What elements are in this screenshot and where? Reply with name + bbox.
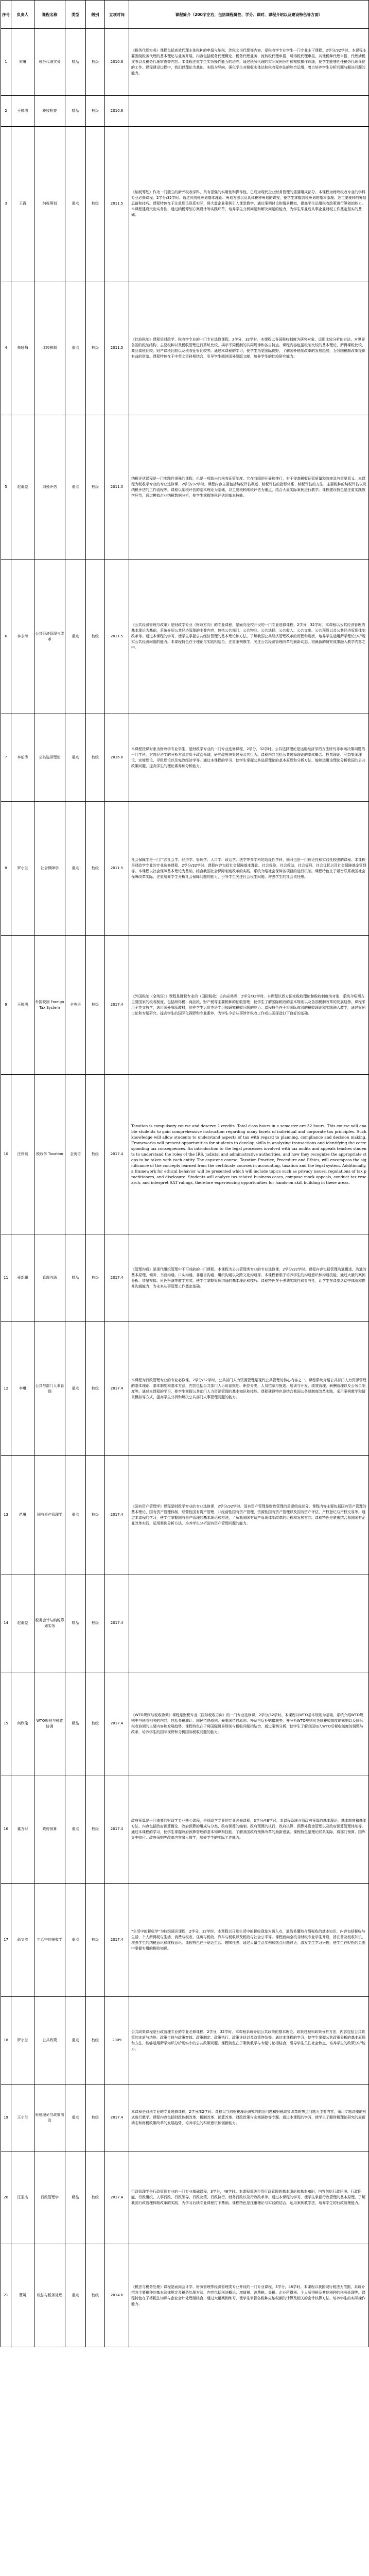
table-row — [1, 560, 369, 714]
row-course: 税务会计与纳税筹划实务 — [34, 1574, 65, 1672]
row-type: 精品 — [65, 29, 86, 96]
row-seq: 9 — [1, 936, 11, 1075]
row-lead: 汪亚杰 — [11, 2151, 34, 2244]
table-row — [1, 1574, 369, 1672]
row-course: 税法与税务处理 — [34, 2244, 65, 2347]
table-row — [1, 1884, 369, 1997]
table-row — [1, 1997, 369, 2084]
row-desc: “生活中的税收学”为校级通识课程，2学分，32学时。本课程以日常生活中的税收现象为切入点，通俗易懂地介绍税收的基本知识，内容包括税收与生活、个人所得税与生活、消费与税收、住房与税收、汽车与税收以及税收与社会公平等。课程面向全校非财税专业学生开设，旨在普及税收知识，增强学生的纳税意识和维权意识。课程特色在于贴近生活、趣味性强，通过大量生活实例和热点问题讨论，激发学生学习兴趣，使学生在轻松的氛围中掌握实用的税收知识。 — [129, 1884, 369, 1997]
row-level: 校级 — [86, 29, 105, 96]
row-level: 校级 — [86, 281, 105, 415]
row-seq: 6 — [1, 560, 11, 714]
table-row — [1, 1672, 369, 1775]
row-year: 2017.4 — [105, 1456, 129, 1574]
row-level: 校级 — [86, 415, 105, 560]
row-lead: 李永海 — [11, 560, 34, 714]
row-lead: 范琳 — [11, 1456, 34, 1574]
row-year: 2011.5 — [105, 415, 129, 560]
row-desc: 行政管理学是行政管理专业的一门专业基础课程，3学分，48学时。本课程系统介绍行政管理的基本理论和基本知识，内容包括行政环境、行政职能、行政组织、人事行政、行政领导、行政决策、行政执行、财务行政以及行政改革等。通过本课程的学习，使学生掌握行政管理的基本原理，了解我国行政管理体制改革的实践，为学习后续专业课程打下基础。课程特色是注重理论与实践的结合，运用案例教学法，培养学生的行政管理能力。 — [129, 2151, 369, 2244]
row-level: 校级 — [86, 802, 105, 936]
header-level: 级别 — [86, 1, 105, 29]
row-seq: 8 — [1, 802, 11, 936]
row-desc: 《公共经济管理与改革》是财政学专业（财政方向）的专业课程，是面向全校开设的一门专业选修课程，2学分，32学时。本课程以公共经济管理的基本理论为基础，系统介绍公共经济管理的主要内容，包括公共部门、公共物品、公共选择、公共收入、公共支出、公共预算以及公共经济管理体制改革等。通过本课程的学习，使学生掌握公共经济管理的基本理论和方法，了解我国公共经济管理改革的历程和现状，培养学生运用所学理论分析现实公共经济问题的能力。本课程特色在于理论与实践相结合，注重案例教学，关注公共经济管理改革的最新动态，将最新的研究成果融入教学内容之中。 — [129, 560, 369, 714]
row-type: 重点 — [65, 1997, 86, 2084]
row-type: 重点 — [65, 1884, 86, 1997]
row-year: 2017.4 — [105, 1075, 129, 1234]
row-seq: 2 — [1, 96, 11, 127]
row-level: 校级 — [86, 1775, 105, 1884]
row-year: 2011.5 — [105, 127, 129, 281]
row-lead: 王锐明 — [11, 936, 34, 1075]
row-seq: 1 — [1, 29, 11, 96]
row-seq: 17 — [1, 1884, 11, 1997]
table-row — [1, 1322, 369, 1456]
row-seq: 15 — [1, 1672, 11, 1775]
row-lead: 王锐明 — [11, 96, 34, 127]
row-course: WTO规则与税收协调 — [34, 1672, 65, 1775]
row-desc: 公共政策课程是行政管理专业的专业必修课程，2学分，32学时。本课程系统介绍公共政策的基本理论、政策过程和政策分析方法，内容包括公共政策的本质与功能、政策主体与政策客体、政策制定、政策执行、政策评估以及政策终结等。通过本课程的学习，使学生掌握公共政策分析的基本原理和方法，能够运用所学知识分析现实中的公共政策问题。课程特色在于案例教学与专题讨论相结合，引导学生关注社会热点，培养学生的政策分析能力。 — [129, 1997, 369, 2084]
row-year: 2017.4 — [105, 1234, 129, 1322]
row-type: 重点 — [65, 415, 86, 560]
table-row — [1, 714, 369, 802]
row-desc: 《国有资产管理学》课程是财政学专业的专业选修课，2学分/32学时。国有资产管理是财政管理的重要组成部分。课程内容主要包括国有资产管理的基本理论、国有资产管理体制、经营性国有资产管理、非经营性国有资产管理、资源性国有资产管理以及国有资产评估、产权登记与产权交易等。通过本课程的学习，使学生掌握国有资产管理的基本理论和方法，了解我国国有资产管理体制改革的历程和发展方向。课程特色是紧密结合我国国有企业改革实践，运用案例分析方法，培养学生分析国有资产管理问题的能力。 — [129, 1456, 369, 1574]
row-course: 税收学 Taxation — [34, 1075, 65, 1234]
row-year: 2017.4 — [105, 2084, 129, 2151]
row-seq: 20 — [1, 2151, 11, 2244]
row-level: 校级 — [86, 2244, 105, 2347]
row-lead: 何欣瑜 — [11, 1672, 34, 1775]
row-lead: 宋琳 — [11, 29, 34, 96]
row-seq: 21 — [1, 2244, 11, 2347]
row-seq: 5 — [1, 415, 11, 560]
row-type: 重点 — [65, 714, 86, 802]
row-type: 精品 — [65, 2151, 86, 2244]
row-type: 重点 — [65, 2084, 86, 2151]
row-lead: 汪利锬 — [11, 1075, 34, 1234]
row-level: 校级 — [86, 1322, 105, 1456]
row-seq: 7 — [1, 714, 11, 802]
row-type: 精品 — [65, 96, 86, 127]
table-row — [1, 1234, 369, 1322]
row-level: 校级 — [86, 714, 105, 802]
row-seq: 19 — [1, 2084, 11, 2151]
table-row — [1, 29, 369, 96]
table-row — [1, 1456, 369, 1574]
row-course: 公共政策 — [34, 1997, 65, 2084]
row-desc: 本课程授课对象为财政学专业学生，是财政学专业的一门专业选修课程，2学分，32学时。公共选择理论是运用经济学的方法研究非市场决策问题的一门学科，它将经济学的分析方法应用于政治领域，研究政府决策过程及其行为。课程内容包括公共选择理论的基本概念、投票理论、利益集团理论、官僚理论、寻租理论以及宪政经济学等。通过本课程的学习，使学生掌握公共选择理论的基本原理和分析方法，能够运用该理论分析我国的公共政策问题，提高学生的理论素养和分析能力。 — [129, 714, 369, 802]
row-lead: 罗小兰 — [11, 802, 34, 936]
row-type: 精品 — [65, 1574, 86, 1672]
table-row — [1, 936, 369, 1075]
row-year: 2017.4 — [105, 2151, 129, 2244]
row-course: 社会保障学 — [34, 802, 65, 936]
header-row — [1, 1, 369, 29]
row-course: 外国税制 Foreign Tax System — [34, 936, 65, 1075]
row-level: 校级 — [86, 1574, 105, 1672]
row-level: 校级 — [86, 2084, 105, 2151]
course-table — [1, 0, 369, 2347]
row-lead: 罗小兰 — [11, 1997, 34, 2084]
row-lead: 赵海益 — [11, 415, 34, 560]
row-lead: 朱娅梅 — [11, 281, 34, 415]
row-lead: 董万财 — [11, 1775, 34, 1884]
row-seq: 4 — [1, 281, 11, 415]
row-seq: 3 — [1, 127, 11, 281]
row-year: 2014.6 — [105, 2244, 129, 2347]
row-desc: 《WTO规则与税收协调》课程是财税专业（国际税收方向）的一门专业选修课，2学分/32学时。本课程以WTO基本规则为基础，系统介绍WTO规则中与税收相关的内容，包括关税减让、国民待遇原则、最惠国待遇原则、补贴与反补贴措施等，并分析WTO规则对各国税收制度的影响以及国际税收协调的主要内容和发展趋势。课程特色在于将国际贸易规则与税收问题相结合，通过案例分析，使学生了解我国加入WTO后税收制度的调整与改革，培养学生的国际视野和分析国际税收问题的能力。 — [129, 1672, 369, 1775]
row-level: 校级 — [86, 1997, 105, 2084]
row-type: 重点 — [65, 2244, 86, 2347]
row-course: 税务代理实务 — [34, 29, 65, 96]
row-year: 2017.4 — [105, 1672, 129, 1775]
row-type: 重点 — [65, 802, 86, 936]
row-desc: 《税务代理实务》课程包括高效代理主体税种的申报与纳税、涉税文书代理等内容，是税收学专业学生一门专业主干课程。2学分/32学时。本课程主要围绕税务代理的基本理论与业务开展，内容包括税务代理概论、税务代理业务、流转税代理申报、所得税代理申报、其他税种代理申报、代理涉税文书以及税务代理审查等内容。本课程注重学生实务操作能力的培养，通过税务代理的实际案例分析和模拟操作训练，使学生能够胜任税务代理岗位的工作。课程建设过程中，我们以理论为基础、实践为导向，强化学生对税收实体法和税收程序法的综合运用，着力培养学生分析问题与解决问题的能力。 — [129, 29, 369, 96]
row-course: 纳税筹划 — [34, 127, 65, 281]
table-row — [1, 415, 369, 560]
row-level: 校级 — [86, 1672, 105, 1775]
row-year: 2011.5 — [105, 281, 129, 415]
row-level: 校级 — [86, 2151, 105, 2244]
row-year: 2011.5 — [105, 560, 129, 714]
row-desc: 《比较税制》课程是财政学、税收学专业的一门专业选修课程，2学分，32学时。本课程以各国税收制度为研究对象，运用比较分析的方法，对世界各国的税制结构、主要税种以及税收管理进行系统比较，揭示不同税制的共同规律和各自特点。课程内容包括税制比较的基本理论、所得课税比较、商品课税比较、财产课税比较以及税收征管比较等。通过本课程的学习，使学生拓宽国际视野，了解国外税制改革的发展趋势，为我国税制改革提供有益的借鉴。课程特色在于中英文资料相结合，引导学生阅读国外原版文献，培养学生的比较研究能力。 — [129, 281, 369, 415]
row-course: 管理沟通 — [34, 1234, 65, 1322]
row-course: 国有资产管理学 — [34, 1456, 65, 1574]
row-seq: 10 — [1, 1075, 11, 1234]
table-row — [1, 96, 369, 127]
row-course: 公共选择理论 — [34, 714, 65, 802]
row-seq: 11 — [1, 1234, 11, 1322]
row-type: 重点 — [65, 281, 86, 415]
row-type: 重点 — [65, 560, 86, 714]
row-seq: 18 — [1, 1997, 11, 2084]
row-level: 校级 — [86, 1456, 105, 1574]
row-desc — [129, 96, 369, 127]
row-type: 全英语 — [65, 936, 86, 1075]
row-lead: 曹媛 — [11, 2244, 34, 2347]
row-desc: 《外国税制（全英语）》课程是财税专业的（国际税收）方向必修课，2学分/32学时。本课程以西方国家税收理论和税收制度为对象，系统介绍西方主要国家的税收制度，包括所得税、商品税、财产税等主要税种的征收管理，使学生了解国际税收的基本规则以及各国税制改革的发展趋势。课程采用全英文教学，选用国外原版教材，培养学生运用英语学习和研究税收问题的能力。课程特色在于将国际前沿的税收理论和实践融入教学，通过案例讨论和专题研究，提高学生的国际化视野和专业素养，为学生今后从事涉外税收工作或出国深造打下良好的基础。 — [129, 936, 369, 1075]
row-type: 重点 — [65, 1322, 86, 1456]
header-course: 课程名称 — [34, 1, 65, 29]
row-year: 2009 — [105, 1997, 129, 2084]
row-course: 纳税评估 — [34, 415, 65, 560]
row-course: 生活中的税收学 — [34, 1884, 65, 1997]
table-row — [1, 1775, 369, 1884]
row-seq: 14 — [1, 1574, 11, 1672]
row-course: 税收检查 — [34, 96, 65, 127]
row-level: 校级 — [86, 1075, 105, 1234]
row-lead: 李琳 — [11, 1322, 34, 1456]
row-desc: Taxation is compulsory course and deserve 2 credits. Total class hours in a semester are 32 hours. This course will enable students to gain comprehensive instruction regarding many facets of individual and corporate tax principles. Such knowledge will allow students to understand aspects of tax with regard to planning, compliance and decision making. Frameworks will present opportunities for students to develop skills in analyzing transactions and identifying the corresponding tax consequences. An introduction to the legal processes involved with tax audits and appeals teaches students to understand the roles of the IRS, judicial and administrative authorities, and how they recognize the appropriate steps to be taken with each entity. The capstone course, Taxation Practice, Procedure and Ethics, will encompass the significance of the concepts learned from the certificate courses in accounting, taxation and the legal system. Additionally, a framework for ethical behavior will be presented which will include topics such as privacy issues, regulations of tax practitioners, and disclosure. Students will analyze tax-related business cases, compose mock appeals, conduct tax research, and interpret SAT rulings, therefore experiencing opportunities for hands-on skill building in these areas. — [129, 1075, 369, 1234]
row-type: 精品 — [65, 1672, 86, 1775]
row-lead: 王小兰 — [11, 2084, 34, 2151]
row-desc: 《管理沟通》是现代组织管理中不可或缺的一门课程。本课程为公共管理类专业的专业选修课，2学分/32学时。课程内容包括管理沟通概述、沟通的基本原理、倾听、书面沟通、口头沟通、非语言沟通、组织沟通以及跨文化沟通等。本课程着眼于培养学生的沟通意识和沟通技能，通过大量的案例分析、情景模拟、角色扮演等教学方式，使学生掌握管理沟通的基本理论和技巧。课程特色在于强调实践性和参与性，让学生在课堂活动中体验和提升沟通能力，为未来从事管理工作奠定基础。 — [129, 1234, 369, 1322]
row-year: 2017.4 — [105, 1322, 129, 1456]
row-type: 精品 — [65, 1234, 86, 1322]
row-year: 2010.6 — [105, 29, 129, 96]
row-course: 公共与部门人事管理 — [34, 1322, 65, 1456]
row-type: 重点 — [65, 127, 86, 281]
header-desc: 课程简介（200字左右，包括课程属性、学分、课时、课程介绍以及建设特色等方面） — [129, 1, 369, 29]
row-type: 全英语 — [65, 1075, 86, 1234]
row-year: 2017.4 — [105, 936, 129, 1075]
row-lead: 王霞 — [11, 127, 34, 281]
row-desc: 社会保障学是一门广涉社会学、经济学、管理学、人口学、政治学、法学等多学科的边缘性学科，同时也是一门理论性和实践性较强的课程。本课程是财政学专业的专业选修课程，2学分/32学时。课程内容包括社会保障基本理论、社会保险、社会救助、社会福利、社会优抚以及社会保障基金管理等。本课程以社会保障基本理论为基础，结合我国社会保障制度改革的实践，系统介绍社会保障各项目的运行机制。课程特色在于紧密联系我国社会保障改革实际，注重培养学生分析社会保障问题的能力，引导学生关注社会民生问题，增强学生的社会责任感。 — [129, 802, 369, 936]
row-course: 政府预算 — [34, 1775, 65, 1884]
header-seq: 序号 — [1, 1, 11, 29]
row-desc: 《纳税筹划》作为一门独立的新兴税收学科，具有很强的实用性和操作性，已成为现代企业财务管理的重要组成部分。本课程为财政税收专业的学科专业必修课程，2学分/32学时。通过对纳税筹划基本理论、筹划方法以及具体税种筹划的讲授，使学生掌握纳税筹划的基本原理、各主要税种的筹划思路和技巧。课程特色在于注重理论联系实际，将大量企业案例引入课堂教学，通过案例讨论和情景模拟，提高学生运用税收政策进行筹划的能力。本课程建设突出实务性，通过纳税筹划方案设计等实践环节，培养学生分析问题和解决问题的能力，为学生毕业后从事企业财税工作奠定坚实的基础。 — [129, 127, 369, 281]
row-seq: 13 — [1, 1456, 11, 1574]
row-year: 2011.5 — [105, 802, 129, 936]
row-year: 2010.6 — [105, 96, 129, 127]
row-course: 行政管理学 — [34, 2151, 65, 2244]
row-year: 2017.4 — [105, 1884, 129, 1997]
row-desc: 政府预算是一门重要的财政学专业核心课程，是财政学专业的专业必修课程，3学分/48学时。本课程系统介绍政府预算的基本理论、基本制度和基本方法，内容包括政府预算概论、政府预算的组成与分类、政府预算的编制、政府预算的执行、政府决算、预算外资金管理以及政府预算管理体制等。通过本课程的学习，使学生掌握政府预算管理的基本知识和技能，了解我国政府预算改革的最新进展。课程特色是理论联系实际，将部门预算、国库集中收付、政府采购等改革内容融入教学，培养学生的实际工作能力。 — [129, 1775, 369, 1884]
table-row — [1, 2244, 369, 2347]
row-year: 2017.4 — [105, 1775, 129, 1884]
row-lead: 李伯涛 — [11, 714, 34, 802]
row-course: 比较税制 — [34, 281, 65, 415]
header-year: 立项时间 — [105, 1, 129, 29]
row-lead: 赵海益 — [11, 1574, 34, 1672]
row-lead: 俞文杰 — [11, 1884, 34, 1997]
table-row — [1, 2084, 369, 2151]
row-level: 校级 — [86, 560, 105, 714]
row-desc: 本课程是财税专业的专业选修课程，2学分/32学时。课程以当前财税理论研究的前沿问题和财税政策改革的热点问题为主要内容，采用专题讲座的形式进行教学。课程内容包括财政体制改革、税制改革、预算改革、财政政策与宏观调控等专题。通过本课程的学习，使学生了解财税理论研究的最新动态和财税政策改革的发展趋势，培养学生的科研意识和创新能力。 — [129, 2084, 369, 2151]
row-year: 2017.4 — [105, 1574, 129, 1672]
table-row — [1, 127, 369, 281]
row-lead: 张新骥 — [11, 1234, 34, 1322]
row-type: 重点 — [65, 1775, 86, 1884]
table-row — [1, 2151, 369, 2244]
row-level: 校级 — [86, 1884, 105, 1997]
row-seq: 16 — [1, 1775, 11, 1884]
row-desc — [129, 1574, 369, 1672]
row-level: 校级 — [86, 1234, 105, 1322]
row-desc: 本课程为行政管理专业的专业必修课，2学分/32学时。公共部门人力资源管理是现代公共管理的核心内容之一。课程系统介绍公共部门人力资源管理的基本理论、基本制度和基本方法，内容包括公共部门人力资源规划、职位分类、人员招募与甄选、培训与开发、绩效管理、薪酬管理以及公务员制度等。通过本课程的学习，使学生掌握公共部门人力资源管理的基本知识和技能。课程建设特色是结合我国公务员制度改革实践，采用案例教学和情景模拟等方式，提高学生分析和解决公共部门人事管理问题的能力。 — [129, 1322, 369, 1456]
header-lead: 负责人 — [11, 1, 34, 29]
table-row — [1, 281, 369, 415]
table-row — [1, 1075, 369, 1234]
row-desc: 纳税评估课程是一门实践性很强的课程，也是一项新兴的税收征管制度。它在我国的开展和推行，对于提高税收征管质量和效率具有重要意义。本课程为税收学专业的专业选修课，2学分/32学时。课程内容主要包括纳税评估概述、纳税评估的指标体系、纳税评估的方法、主要税种的纳税评估以及纳税评估的工作流程等。课程以纳税评估的基本理论为基础，以主要税种纳税评估为重点，结合大量实际案例进行教学。课程建设特色是注重实践教学环节，通过模拟企业纳税数据分析，使学生掌握纳税评估的基本技能。 — [129, 415, 369, 560]
row-year: 2016.6 — [105, 714, 129, 802]
header-type: 类型 — [65, 1, 86, 29]
row-course: 财税理论与政策前沿 — [34, 2084, 65, 2151]
row-level: 校级 — [86, 127, 105, 281]
row-course: 公共经济管理与改革 — [34, 560, 65, 714]
row-type: 重点 — [65, 1456, 86, 1574]
table-row — [1, 802, 369, 936]
row-level: 校级 — [86, 936, 105, 1075]
row-seq: 12 — [1, 1322, 11, 1456]
row-desc: 《税法与税务处理》课程是面向会计学、财务管理等经济管理类专业开设的一门专业课程，3学分，48学时。本课程以我国现行税法为依据，系统介绍各主要税种的基本法律规定及税务处理方法，内容包括税法概论、增值税、消费税、关税、企业所得税、个人所得税及其他税种的税务处理等。课程特色在于将税法知识与企业会计处理相结合，通过大量案例练习，使学生掌握各税种应纳税额的计算及相关的会计核算方法，培养学生的实际操作能力。 — [129, 2244, 369, 2347]
row-level: 校级 — [86, 96, 105, 127]
